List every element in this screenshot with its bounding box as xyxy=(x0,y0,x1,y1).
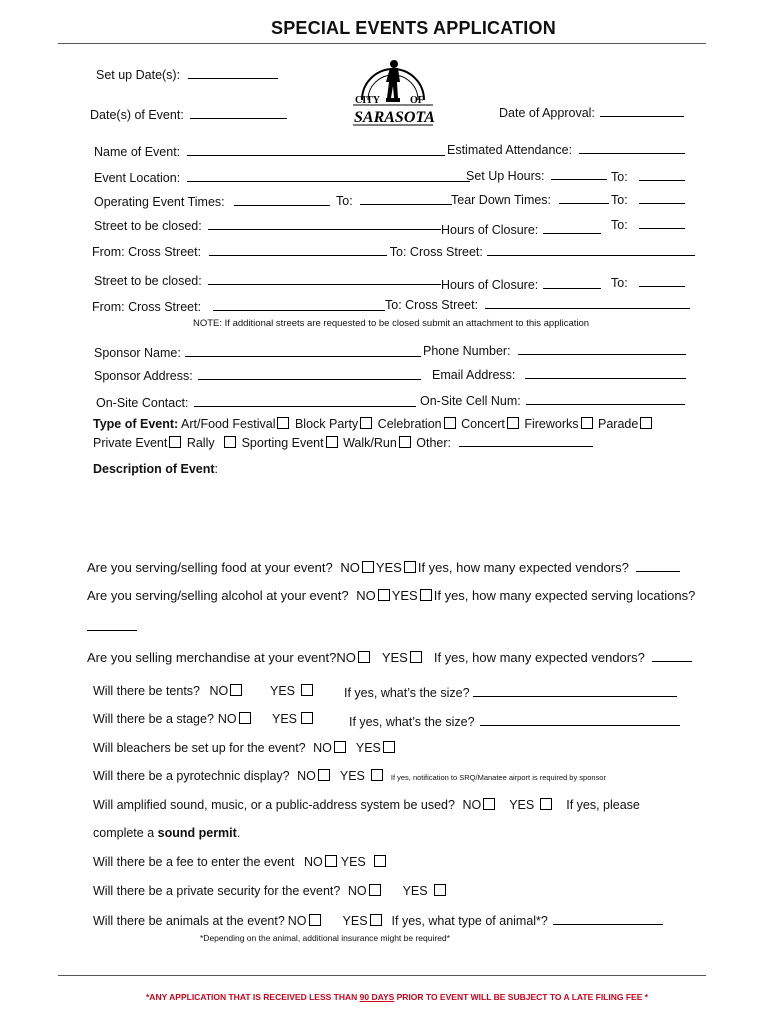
teardown-to xyxy=(611,191,685,208)
location-field[interactable] xyxy=(187,169,470,182)
animals-follow: If yes, what type of animal*? xyxy=(391,914,548,928)
city-of-sarasota-logo xyxy=(350,52,436,130)
operating-times-from-field[interactable] xyxy=(234,193,330,206)
security-question-row xyxy=(93,884,448,899)
event-type-row-1 xyxy=(93,417,654,432)
food-vendors-field[interactable] xyxy=(636,559,680,572)
sound-question-row xyxy=(93,798,640,813)
hours-closure-to-1 xyxy=(611,216,685,233)
late-fee-pre: *ANY APPLICATION THAT IS RECEIVED LESS THAN xyxy=(146,992,360,1002)
security-yes-label: YES xyxy=(402,884,428,898)
merch-no-checkbox[interactable] xyxy=(358,651,370,663)
merch-no-label: NO xyxy=(336,650,356,665)
phone-label: Phone Number: xyxy=(423,344,511,358)
page-title: SPECIAL EVENTS APPLICATION xyxy=(271,18,556,38)
description-area[interactable] xyxy=(93,480,683,550)
sound-permit-link[interactable]: sound permit xyxy=(157,826,237,840)
late-fee-notice xyxy=(146,992,648,1002)
sound-question: Will amplified sound, music, or a public-address system be used? xyxy=(93,798,455,812)
type-other-label: Other: xyxy=(416,436,452,450)
setup-hours-row xyxy=(466,167,607,184)
type-sporting-checkbox[interactable] xyxy=(326,436,338,448)
type-fireworks-label: Fireworks xyxy=(524,417,579,431)
food-yes-label: YES xyxy=(375,560,402,575)
cross-street-row-1 xyxy=(92,243,695,260)
bleachers-no-label: NO xyxy=(313,741,332,755)
hours-closure-to-label-2: To: xyxy=(611,276,628,290)
teardown-to-field[interactable] xyxy=(639,191,685,204)
operating-times-row xyxy=(94,193,330,210)
stage-follow: If yes, what’s the size? xyxy=(349,715,475,729)
street-closed-row-2 xyxy=(94,272,441,289)
alcohol-no-checkbox[interactable] xyxy=(378,589,390,601)
food-question-row xyxy=(87,559,680,575)
sound-permit-row xyxy=(93,826,240,841)
stage-size-field[interactable] xyxy=(480,713,680,726)
logo-of-text: OF xyxy=(410,95,424,106)
merch-yes-label: YES xyxy=(381,650,408,665)
email-label: Email Address: xyxy=(432,368,516,382)
setup-hours-to-label: To: xyxy=(611,170,628,184)
teardown-from-field[interactable] xyxy=(559,191,609,204)
street-closed-field-2[interactable] xyxy=(208,272,441,285)
setup-hours-to xyxy=(611,168,685,185)
pyro-no-label: NO xyxy=(297,769,316,783)
tents-question: Will there be tents? xyxy=(93,684,200,698)
event-dates-row xyxy=(90,106,287,123)
sponsor-address-field[interactable] xyxy=(198,367,421,380)
bleachers-yes-checkbox[interactable] xyxy=(383,741,395,753)
animals-no-label: NO xyxy=(287,914,307,928)
type-rally-checkbox[interactable] xyxy=(224,436,236,448)
tents-size-field[interactable] xyxy=(473,684,677,697)
merch-vendors-field[interactable] xyxy=(652,649,692,662)
to-cross-street-field-1[interactable] xyxy=(487,243,695,256)
hours-closure-row-2 xyxy=(441,276,601,293)
logo-name-text: SARASOTA xyxy=(354,109,435,126)
tents-no-checkbox[interactable] xyxy=(230,684,242,696)
type-private-checkbox[interactable] xyxy=(169,436,181,448)
event-name-field[interactable] xyxy=(187,143,445,156)
operating-times-label: Operating Event Times: xyxy=(94,195,225,209)
alcohol-question-row xyxy=(87,588,695,603)
stage-no-label: NO xyxy=(217,712,237,726)
bleachers-question-row xyxy=(93,741,397,756)
setup-dates-field[interactable] xyxy=(188,66,278,79)
stage-no-checkbox[interactable] xyxy=(239,712,251,724)
type-art-food-label: Art/Food Festival xyxy=(181,417,276,431)
stage-yes xyxy=(272,712,315,727)
from-cross-street-label: From: Cross Street: xyxy=(92,245,202,259)
sponsor-address-label: Sponsor Address: xyxy=(94,369,193,383)
setup-dates-row xyxy=(96,66,278,83)
onsite-contact-label: On-Site Contact: xyxy=(96,396,189,410)
operating-times-to xyxy=(336,192,452,209)
alcohol-question: Are you serving/selling alcohol at your event? xyxy=(87,588,349,603)
alcohol-yes-checkbox[interactable] xyxy=(420,589,432,601)
fee-question-row xyxy=(93,855,388,870)
stage-question-row xyxy=(93,712,253,727)
footer-rule xyxy=(58,975,706,976)
hours-closure-label-2: Hours of Closure: xyxy=(441,278,539,292)
event-type-row-2 xyxy=(93,434,593,451)
merch-question-row xyxy=(87,649,692,665)
sponsor-name-label: Sponsor Name: xyxy=(94,346,181,360)
alcohol-locations-field[interactable] xyxy=(87,630,137,631)
phone-row xyxy=(423,342,686,359)
hours-closure-to-2 xyxy=(611,274,685,291)
fee-question: Will there be a fee to enter the event xyxy=(93,855,295,869)
event-name-label: Name of Event: xyxy=(94,145,181,159)
food-yes-checkbox[interactable] xyxy=(404,561,416,573)
onsite-cell-field[interactable] xyxy=(526,392,685,405)
alcohol-no-label: NO xyxy=(356,588,376,603)
security-yes-checkbox[interactable] xyxy=(434,884,446,896)
onsite-contact-row xyxy=(96,394,416,411)
food-no-label: NO xyxy=(340,560,360,575)
alcohol-follow: If yes, how many expected serving locations? xyxy=(433,588,696,603)
onsite-cell-row xyxy=(420,392,685,409)
pyro-no-checkbox[interactable] xyxy=(318,769,330,781)
animals-type-field[interactable] xyxy=(553,912,663,925)
teardown-label: Tear Down Times: xyxy=(451,193,552,207)
operating-times-to-field[interactable] xyxy=(360,192,452,205)
alcohol-yes-label: YES xyxy=(391,588,418,603)
type-parade-label: Parade xyxy=(598,417,639,431)
hours-closure-row-1 xyxy=(441,221,601,238)
sound-yes-checkbox[interactable] xyxy=(540,798,552,810)
hours-closure-to-label: To: xyxy=(611,218,628,232)
setup-dates-label: Set up Date(s): xyxy=(96,68,181,82)
animals-yes-checkbox[interactable] xyxy=(370,914,382,926)
pyro-yes-label: YES xyxy=(339,769,365,783)
from-cross-street-label-2: From: Cross Street: xyxy=(92,300,202,314)
onsite-cell-label: On-Site Cell Num: xyxy=(420,394,521,408)
event-type-label: Type of Event: xyxy=(93,417,179,431)
type-walkrun-checkbox[interactable] xyxy=(399,436,411,448)
type-rally-label: Rally xyxy=(186,436,215,450)
sound-cont: complete a xyxy=(93,826,155,840)
tents-yes-checkbox[interactable] xyxy=(301,684,313,696)
location-row xyxy=(94,169,470,186)
late-fee-days: 90 DAYS xyxy=(359,992,395,1002)
type-private-label: Private Event xyxy=(93,436,168,450)
setup-hours-from-field[interactable] xyxy=(551,167,607,180)
type-walkrun-label: Walk/Run xyxy=(343,436,397,450)
type-concert-label: Concert xyxy=(461,417,505,431)
description-label: Description of Event xyxy=(93,462,215,476)
animals-question: Will there be animals at the event? xyxy=(93,914,285,928)
tents-yes-label: YES xyxy=(270,684,296,698)
fee-no-checkbox[interactable] xyxy=(325,855,337,867)
type-art-food-checkbox[interactable] xyxy=(277,417,289,429)
hours-closure-label: Hours of Closure: xyxy=(441,223,539,237)
sound-no-checkbox[interactable] xyxy=(483,798,495,810)
sound-period: . xyxy=(236,826,241,840)
late-fee-post: PRIOR TO EVENT WILL BE SUBJECT TO A LATE FILING FEE * xyxy=(394,992,649,1002)
hours-closure-from-field-2[interactable] xyxy=(543,276,601,289)
food-question: Are you serving/selling food at your event? xyxy=(87,560,333,575)
pyro-note: If yes, notification to SRQ/Manatee airport is required by sponsor xyxy=(390,773,606,782)
to-cross-street-label: To: Cross Street: xyxy=(389,245,483,259)
to-cross-street-field-2[interactable] xyxy=(485,296,690,309)
setup-hours-label: Set Up Hours: xyxy=(466,169,545,183)
security-no-label: NO xyxy=(347,884,367,898)
bleachers-no-checkbox[interactable] xyxy=(334,741,346,753)
email-field[interactable] xyxy=(525,366,686,379)
type-block-party-label: Block Party xyxy=(294,417,359,431)
title-rule xyxy=(58,43,706,44)
animals-no-checkbox[interactable] xyxy=(309,914,321,926)
description-colon: : xyxy=(214,462,219,476)
type-celebration-label: Celebration xyxy=(377,417,442,431)
approval-row xyxy=(499,104,684,121)
sound-yes-label: YES xyxy=(509,798,535,812)
location-label: Event Location: xyxy=(94,171,181,185)
sponsor-name-row xyxy=(94,344,421,361)
attendance-row xyxy=(447,141,685,158)
tents-follow-row xyxy=(344,684,677,701)
to-cross-street-label-2: To: Cross Street: xyxy=(385,298,479,312)
type-parade-checkbox[interactable] xyxy=(640,417,652,429)
security-no-checkbox[interactable] xyxy=(369,884,381,896)
to-cross-street-row-2 xyxy=(385,296,690,313)
streets-note: NOTE: If additional streets are requested to be closed submit an attachment to this application xyxy=(193,318,590,329)
phone-field[interactable] xyxy=(518,342,686,355)
teardown-row xyxy=(451,191,609,208)
security-question: Will there be a private security for the event? xyxy=(93,884,341,898)
bleachers-yes-label: YES xyxy=(355,741,381,755)
hours-closure-to-field-2[interactable] xyxy=(639,274,685,287)
tents-yes xyxy=(270,684,315,699)
setup-hours-to-field[interactable] xyxy=(639,168,685,181)
attendance-label: Estimated Attendance: xyxy=(447,143,573,157)
hours-closure-from-field-1[interactable] xyxy=(543,221,601,234)
stage-yes-label: YES xyxy=(272,712,298,726)
tents-question-row xyxy=(93,684,244,699)
stage-question: Will there be a stage? xyxy=(93,712,214,726)
event-dates-field[interactable] xyxy=(190,106,287,119)
stage-follow-row xyxy=(349,713,680,730)
merch-follow: If yes, how many expected vendors? xyxy=(433,650,645,665)
attendance-field[interactable] xyxy=(579,141,685,154)
sponsor-name-field[interactable] xyxy=(185,344,421,357)
description-row xyxy=(93,462,218,477)
sound-follow: If yes, please xyxy=(566,798,640,812)
tents-no-label: NO xyxy=(209,684,229,698)
pyro-yes-checkbox[interactable] xyxy=(371,769,383,781)
event-name-row xyxy=(94,143,445,160)
merch-yes-checkbox[interactable] xyxy=(410,651,422,663)
food-no-checkbox[interactable] xyxy=(362,561,374,573)
stage-yes-checkbox[interactable] xyxy=(301,712,313,724)
street-closed-field-1[interactable] xyxy=(208,217,441,230)
email-row xyxy=(432,366,686,383)
bleachers-question: Will bleachers be set up for the event? xyxy=(93,741,306,755)
tents-follow: If yes, what’s the size? xyxy=(344,686,470,700)
hours-closure-to-field-1[interactable] xyxy=(639,216,685,229)
approval-date-label: Date of Approval: xyxy=(499,106,595,120)
animals-question-row xyxy=(93,912,663,929)
pyro-question: Will there be a pyrotechnic display? xyxy=(93,769,290,783)
type-block-party-checkbox[interactable] xyxy=(360,417,372,429)
type-other-field[interactable] xyxy=(459,434,593,447)
food-follow: If yes, how many expected vendors? xyxy=(417,560,629,575)
type-sporting-label: Sporting Event xyxy=(241,436,324,450)
operating-times-to-label: To: xyxy=(336,194,353,208)
street-closed-label-2: Street to be closed: xyxy=(94,274,202,288)
approval-date-field[interactable] xyxy=(600,104,684,117)
sound-no-label: NO xyxy=(462,798,482,812)
pyro-question-row xyxy=(93,769,606,785)
fee-yes-checkbox[interactable] xyxy=(374,855,386,867)
type-celebration-checkbox[interactable] xyxy=(444,417,456,429)
teardown-to-label: To: xyxy=(611,193,628,207)
fee-yes-label: YES xyxy=(340,855,366,869)
street-closed-row-1 xyxy=(94,217,441,234)
type-concert-checkbox[interactable] xyxy=(507,417,519,429)
animals-note: *Depending on the animal, additional insurance might be required* xyxy=(200,933,450,943)
merch-question: Are you selling merchandise at your event? xyxy=(87,650,337,665)
cross-street-row-2 xyxy=(92,298,385,315)
logo-city-text: CITY xyxy=(355,95,381,106)
street-closed-label: Street to be closed: xyxy=(94,219,202,233)
fee-no-label: NO xyxy=(304,855,323,869)
from-cross-street-field-2[interactable] xyxy=(213,298,385,311)
from-cross-street-field-1[interactable] xyxy=(209,243,387,256)
type-fireworks-checkbox[interactable] xyxy=(581,417,593,429)
sponsor-address-row xyxy=(94,367,421,384)
onsite-contact-field[interactable] xyxy=(194,394,416,407)
animals-yes-label: YES xyxy=(342,914,368,928)
event-dates-label: Date(s) of Event: xyxy=(90,108,184,122)
